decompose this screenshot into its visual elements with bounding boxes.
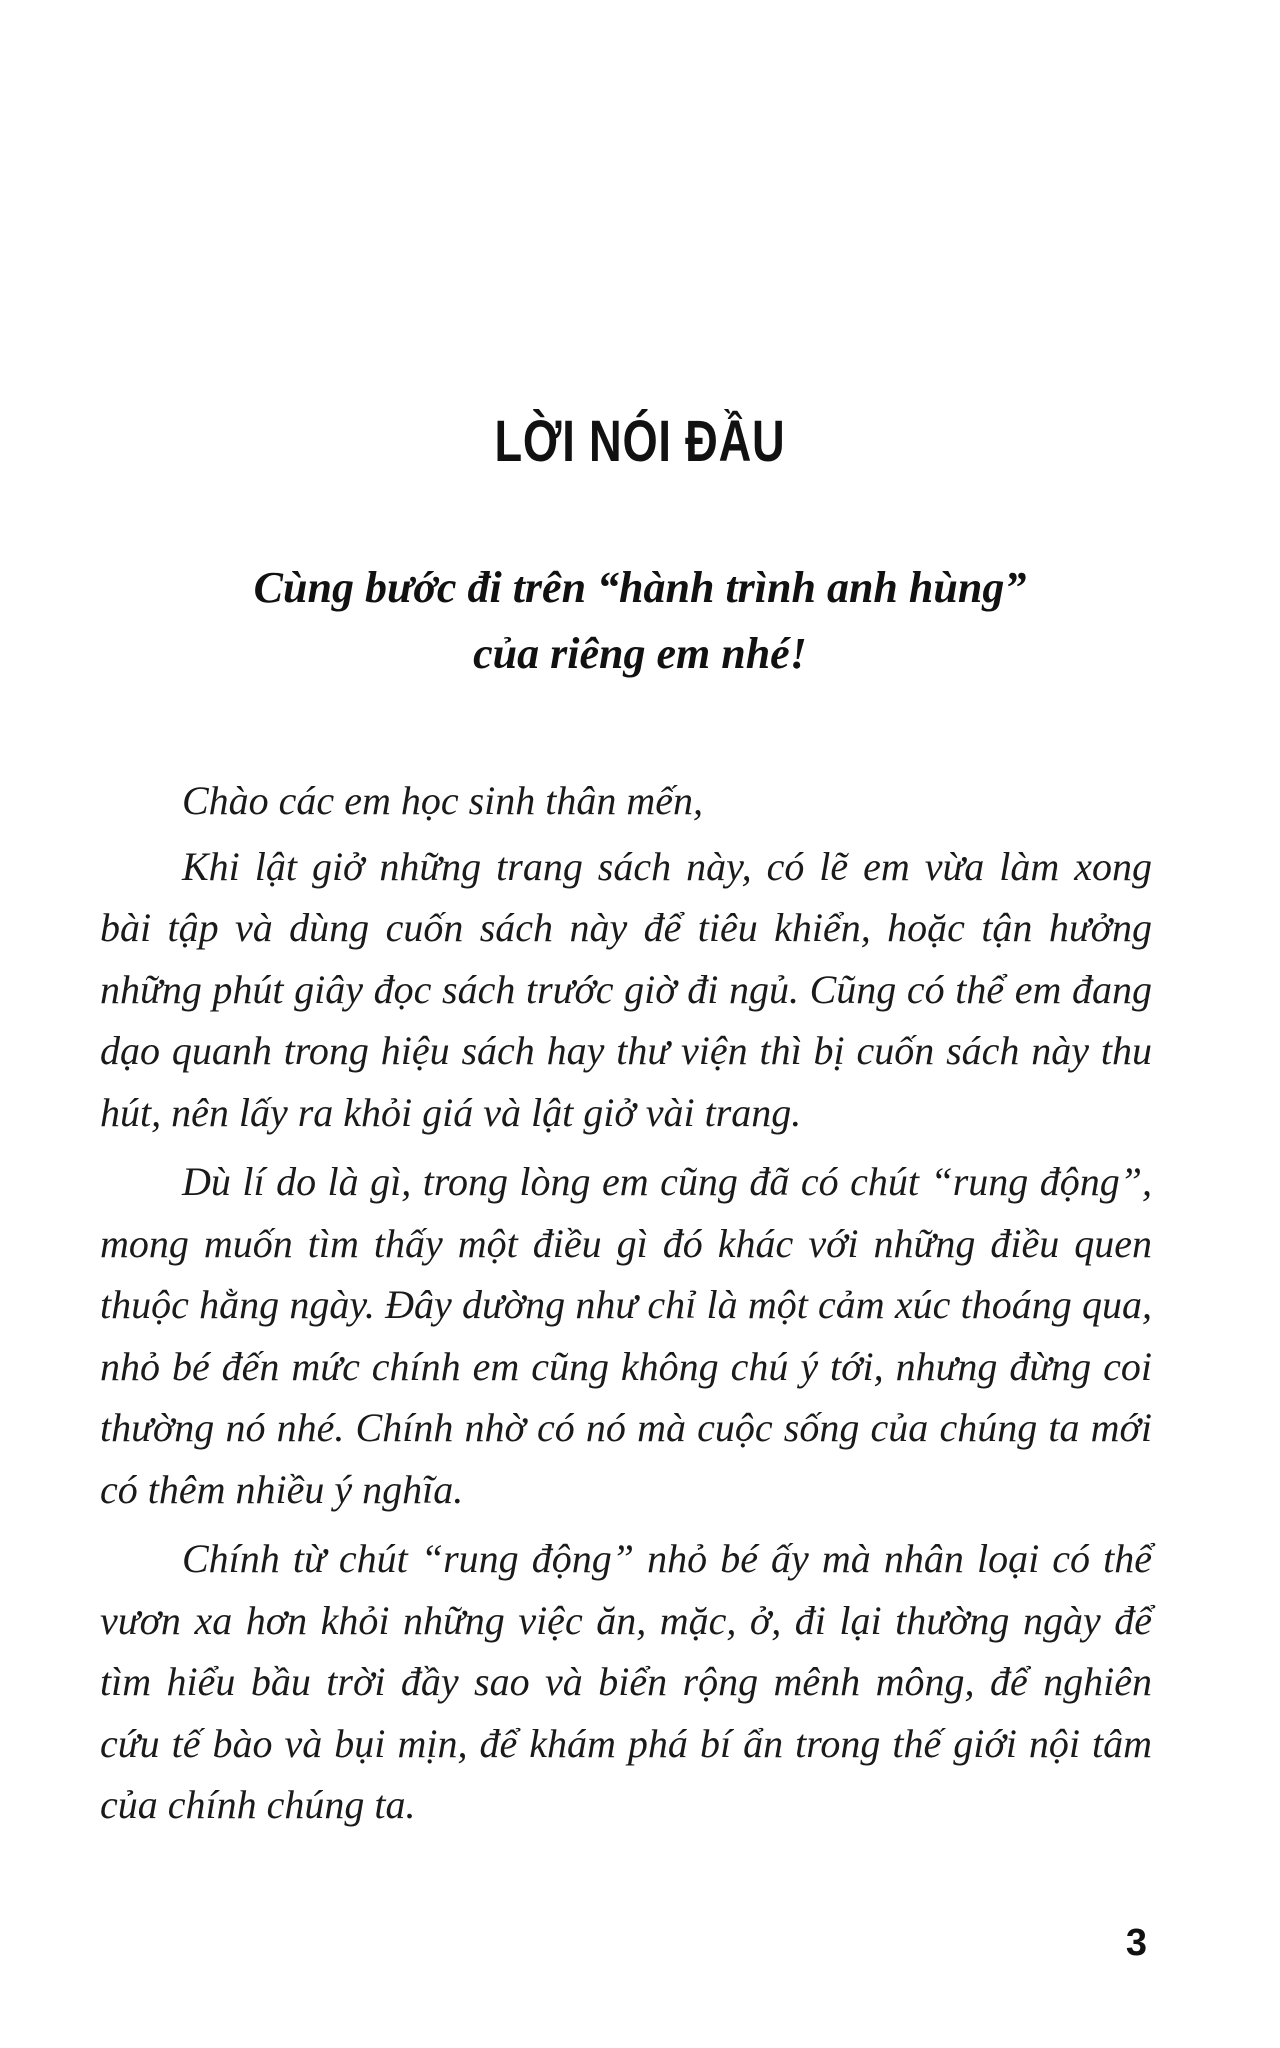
subtitle-line-2: của riêng em nhé! <box>473 629 807 678</box>
paragraph: Khi lật giở những trang sách này, có lẽ em vừa làm xong bài tập và dùng cuốn sách này để tiêu khiển, hoặc tận hưởng những phút giây đọc sách trước giờ đi ngủ. Cũng có thể em đang dạo quanh trong hiệu sách hay thư viện thì bị cuốn sách này thu hút, nên lấy ra khỏi giá và lật giở vài trang. <box>100 843 1152 1135</box>
page-title: LỜI NÓI ĐẦU <box>494 409 786 474</box>
subtitle-line-1: Cùng bước đi trên “hành trình anh hùng” <box>253 563 1027 612</box>
body-text <box>100 770 1152 1844</box>
paragraph: Chính từ chút “rung động” nhỏ bé ấy mà nhân loại có thể vươn xa hơn khỏi những việc ăn, mặc, ở, đi lại thường ngày để tìm hiểu bầu trời đầy sao và biển rộng mênh mông, để nghiên cứu tế bào và bụi mịn, để khám phá bí ẩn trong thế giới nội tâm của chính chúng ta. <box>100 1536 1152 1827</box>
paragraph-greeting: Chào các em học sinh thân mến, <box>182 778 704 823</box>
paragraph: Dù lí do là gì, trong lòng em cũng đã có chút “rung động”, mong muốn tìm thấy một điều gì đó khác với những điều quen thuộc hằng ngày. Đây dường như chỉ là một cảm xúc thoáng qua, nhỏ bé đến mức chính em cũng không chú ý tới, nhưng đừng coi thường nó nhé. Chính nhờ có nó mà cuộc sống của chúng ta mới có thêm nhiều ý nghĩa. <box>100 1159 1152 1512</box>
page-number: 3 <box>1125 1922 1147 1964</box>
subtitle <box>0 555 1280 687</box>
